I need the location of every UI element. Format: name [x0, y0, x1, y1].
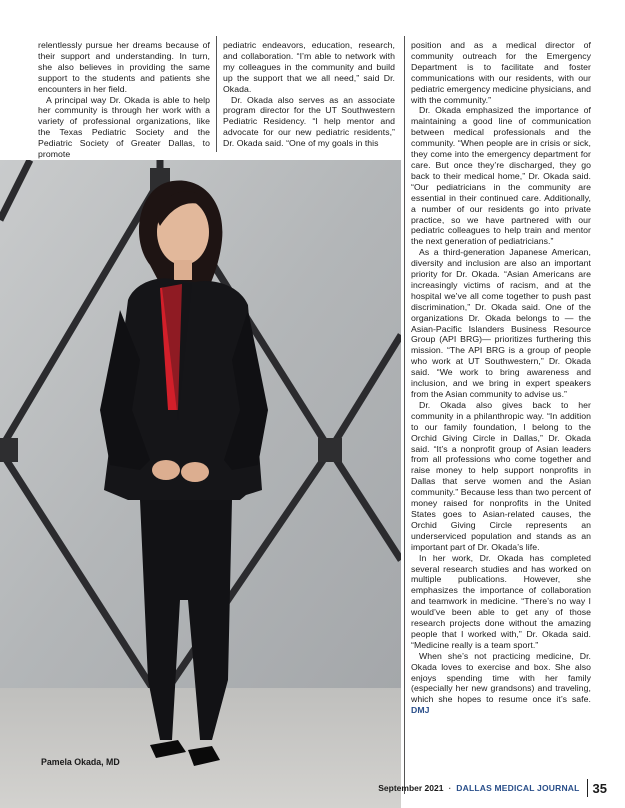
paragraph: In her work, Dr. Okada has completed several research studies and has worked on multiple publications. However, she emphasizes the importance of collaboration and teamwork in medicine. “There’s no way I would’ve been able to get any of those research projects done without the amazing people that I worked with,” Dr. Okada said. “Medicine really is a team sport.”: [411, 552, 591, 650]
page-number: 35: [592, 780, 607, 796]
signoff-mark: DMJ: [411, 705, 430, 716]
article-column-2: [223, 40, 395, 149]
magazine-name: DALLAS MEDICAL JOURNAL: [456, 783, 580, 793]
paragraph: Dr. Okada also gives back to her community in a philanthropic way. “In addition to our family foundation, I belong to the Orchid Giving Circle in Dallas,” Dr. Okada said. “It’s a nonprofit group of Asian leaders from all professions who come together and raise money to help support nonprofits in Dallas that serve women and the Asian community.” Because less than two percent of money raised for nonprofits in the United States goes to Asian-related causes, the Orchid Giving Circle represents an underserviced population and stands as an important part of Dr. Okada’s life.: [411, 399, 591, 552]
portrait-photo: [0, 160, 401, 808]
paragraph: Dr. Okada also serves as an associate program director for the UT Southwestern Pediatric Residency. “I help mentor and advocate for our new pediatric residents,” Dr. Okada said. “One of my goals in this: [223, 94, 395, 149]
photo-caption: Pamela Okada, MD: [41, 757, 120, 767]
column-divider: [404, 36, 405, 794]
article-column-3: [411, 40, 591, 716]
paragraph: position and as a medical director of community outreach for the Emergency Department is to facilitate and foster communications with our residents, with our pediatric emergency medicine physicians, and with the community.”: [411, 40, 591, 105]
page-footer: [378, 779, 607, 797]
paragraph: As a third-generation Japanese American, diversity and inclusion are also an important priority for Dr. Okada. “Asian Americans are increasingly victims of racism, and at the hospital we’ve all come together to push past discrimination,” Dr. Okada said. One of the organizations Dr. Okada belongs to — the Asian-Pacific Islanders Business Resource Group (API BRG)— prioritizes furthering this mission. “The API BRG is a group of people who work at UT Southwestern,” Dr. Okada said. “We work to bring awareness and inclusion, and we bring in expert speakers from the Asian community to advise us.”: [411, 247, 591, 399]
footer-separator: ·: [448, 783, 452, 793]
paragraph: A principal way Dr. Okada is able to help her community is through her work with a variety of professional organizations, like the Texas Pediatric Society and the Pediatric Society of Greater Dallas, to promote: [38, 94, 210, 160]
article-column-1: [38, 40, 210, 160]
paragraph: pediatric endeavors, education, research, and collaboration. “I’m able to network with my colleagues in the community and build up the support that we all need,” said Dr. Okada.: [223, 40, 395, 94]
paragraph: Dr. Okada emphasized the importance of maintaining a good line of communication between medical professionals and the community. “When people are in crisis or sick, they come into the emergency department for care. But once they’re discharged, they go back to their medical home,” Dr. Okada said. “Our pediatricians in the community are essential in their continued care. Additionally, a number of our residents go into private practice, so we have partnered with our pediatric colleagues to help train and mentor the next generation of pediatricians.”: [411, 105, 591, 247]
issue-date: September 2021: [378, 783, 444, 793]
footer-divider: [587, 779, 588, 797]
column-divider: [216, 36, 217, 152]
paragraph-text: When she’s not practicing medicine, Dr. Okada loves to exercise and box. She also enjoys spending time with her family (especially her new grandsons) and traveling, which she hopes to resume once it’s safe.: [411, 650, 591, 705]
paragraph-last: [411, 651, 591, 716]
paragraph: relentlessly pursue her dreams because of their support and understanding. In turn, she also believes in providing the same support to the students and patients she encounters in her field.: [38, 40, 210, 94]
